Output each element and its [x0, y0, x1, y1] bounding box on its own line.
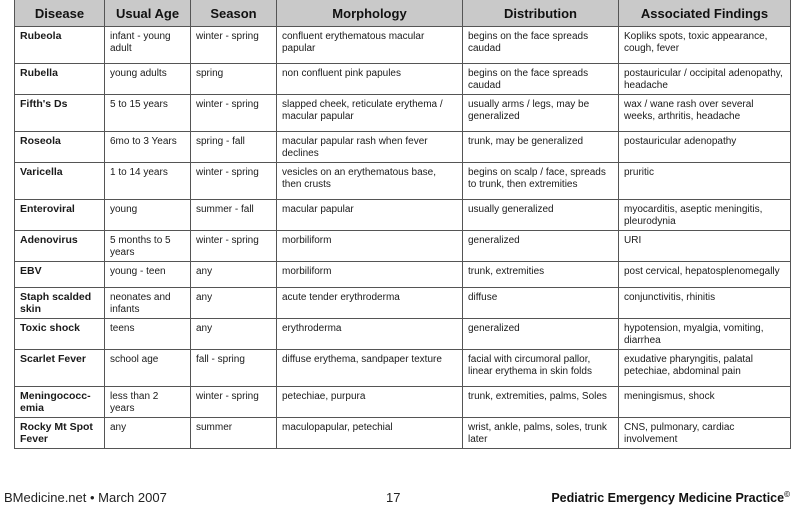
usual-age-cell: school age [105, 350, 191, 387]
usual-age-cell: 6mo to 3 Years [105, 132, 191, 163]
disease-cell: Toxic shock [15, 319, 105, 350]
distribution-cell: begins on the face spreads caudad [463, 27, 619, 64]
morphology-cell: erythroderma [277, 319, 463, 350]
morphology-cell: slapped cheek, reticulate erythema / macular papular [277, 95, 463, 132]
table-row [15, 132, 791, 163]
findings-cell: pruritic [619, 163, 791, 200]
table-row [15, 319, 791, 350]
header-season: Season [191, 0, 277, 27]
table-row [15, 350, 791, 387]
findings-cell: myocarditis, aseptic meningitis, pleurodynia [619, 200, 791, 231]
header-morphology: Morphology [277, 0, 463, 27]
usual-age-cell: 5 months to 5 years [105, 231, 191, 262]
disease-cell: Roseola [15, 132, 105, 163]
morphology-cell: non confluent pink papules [277, 64, 463, 95]
distribution-cell: usually generalized [463, 200, 619, 231]
season-cell: any [191, 262, 277, 288]
page-number: 17 [386, 490, 401, 505]
usual-age-cell: neonates and infants [105, 288, 191, 319]
disease-cell: Adenovirus [15, 231, 105, 262]
header-associated-findings: Associated Findings [619, 0, 791, 27]
disease-cell: Rubella [15, 64, 105, 95]
usual-age-cell: young adults [105, 64, 191, 95]
disease-cell: EBV [15, 262, 105, 288]
distribution-cell: begins on scalp / face, spreads to trunk, then extremities [463, 163, 619, 200]
table-row [15, 27, 791, 64]
findings-cell: postauricular adenopathy [619, 132, 791, 163]
header-disease: Disease [15, 0, 105, 27]
publication-name: Pediatric Emergency Medicine Practice [551, 491, 785, 506]
season-cell: any [191, 288, 277, 319]
header-row [15, 0, 791, 27]
footer-source: BMedicine.net • March 2007 [4, 490, 167, 505]
table-row [15, 262, 791, 288]
disease-cell: Scarlet Fever [15, 350, 105, 387]
season-cell: winter - spring [191, 387, 277, 418]
distribution-cell: diffuse [463, 288, 619, 319]
table-row [15, 200, 791, 231]
table-row [15, 231, 791, 262]
findings-cell: URI [619, 231, 791, 262]
distribution-cell: facial with circumoral pallor, linear erythema in skin folds [463, 350, 619, 387]
table-row [15, 387, 791, 418]
distribution-cell: trunk, extremities, palms, Soles [463, 387, 619, 418]
findings-cell: CNS, pulmonary, cardiac involvement [619, 418, 791, 449]
season-cell: winter - spring [191, 231, 277, 262]
disease-cell: Rocky Mt Spot Fever [15, 418, 105, 449]
usual-age-cell: teens [105, 319, 191, 350]
disease-cell: Fifth's Ds [15, 95, 105, 132]
distribution-cell: begins on the face spreads caudad [463, 64, 619, 95]
morphology-cell: acute tender erythroderma [277, 288, 463, 319]
season-cell: spring - fall [191, 132, 277, 163]
distribution-cell: wrist, ankle, palms, soles, trunk later [463, 418, 619, 449]
findings-cell: exudative pharyngitis, palatal petechiae, abdominal pain [619, 350, 791, 387]
morphology-cell: macular papular [277, 200, 463, 231]
table-row [15, 95, 791, 132]
findings-cell: meningismus, shock [619, 387, 791, 418]
copyright-mark: © [784, 490, 790, 499]
season-cell: winter - spring [191, 95, 277, 132]
page-footer [0, 486, 800, 512]
table-row [15, 288, 791, 319]
morphology-cell: morbiliform [277, 231, 463, 262]
usual-age-cell: 5 to 15 years [105, 95, 191, 132]
usual-age-cell: young - teen [105, 262, 191, 288]
morphology-cell: vesicles on an erythematous base, then crusts [277, 163, 463, 200]
usual-age-cell: young [105, 200, 191, 231]
findings-cell: wax / wane rash over several weeks, arthritis, headache [619, 95, 791, 132]
morphology-cell: petechiae, purpura [277, 387, 463, 418]
header-distribution: Distribution [463, 0, 619, 27]
season-cell: winter - spring [191, 27, 277, 64]
header-usual-age: Usual Age [105, 0, 191, 27]
usual-age-cell: infant - young adult [105, 27, 191, 64]
findings-cell: Kopliks spots, toxic appearance, cough, fever [619, 27, 791, 64]
footer-publication [551, 490, 790, 505]
distribution-cell: usually arms / legs, may be generalized [463, 95, 619, 132]
disease-cell: Meningococc- emia [15, 387, 105, 418]
season-cell: spring [191, 64, 277, 95]
distribution-cell: generalized [463, 231, 619, 262]
morphology-cell: confluent erythematous macular papular [277, 27, 463, 64]
season-cell: fall - spring [191, 350, 277, 387]
findings-cell: conjunctivitis, rhinitis [619, 288, 791, 319]
morphology-cell: macular papular rash when fever declines [277, 132, 463, 163]
table-row [15, 163, 791, 200]
morphology-cell: diffuse erythema, sandpaper texture [277, 350, 463, 387]
distribution-cell: trunk, extremities [463, 262, 619, 288]
usual-age-cell: less than 2 years [105, 387, 191, 418]
morphology-cell: morbiliform [277, 262, 463, 288]
usual-age-cell: any [105, 418, 191, 449]
disease-cell: Rubeola [15, 27, 105, 64]
usual-age-cell: 1 to 14 years [105, 163, 191, 200]
disease-cell: Varicella [15, 163, 105, 200]
season-cell: any [191, 319, 277, 350]
disease-cell: Enteroviral [15, 200, 105, 231]
season-cell: summer - fall [191, 200, 277, 231]
distribution-cell: generalized [463, 319, 619, 350]
disease-cell: Staph scalded skin [15, 288, 105, 319]
findings-cell: hypotension, myalgia, vomiting, diarrhea [619, 319, 791, 350]
distribution-cell: trunk, may be generalized [463, 132, 619, 163]
season-cell: summer [191, 418, 277, 449]
morphology-cell: maculopapular, petechial [277, 418, 463, 449]
findings-cell: post cervical, hepatosplenomegally [619, 262, 791, 288]
table-row [15, 64, 791, 95]
rash-table [14, 0, 791, 449]
season-cell: winter - spring [191, 163, 277, 200]
findings-cell: postauricular / occipital adenopathy, headache [619, 64, 791, 95]
table-row [15, 418, 791, 449]
